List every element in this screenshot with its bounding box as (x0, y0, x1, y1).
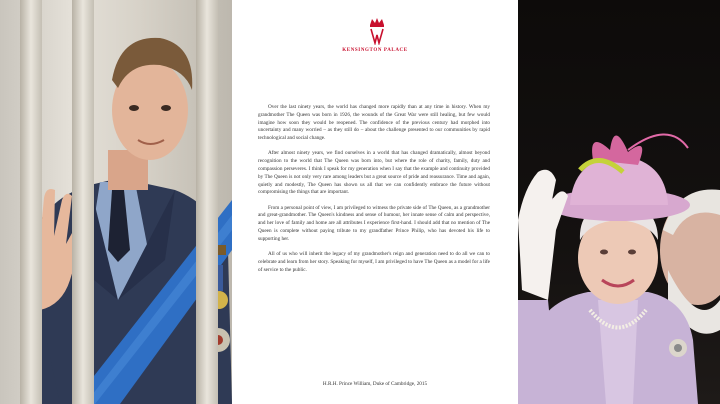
letterhead-kensington-palace: KENSINGTON PALACE (342, 48, 408, 53)
letter-signature: H.R.H. Prince William, Duke of Cambridge, 2015 (322, 381, 428, 387)
background-pillar (20, 0, 42, 404)
letter-body (258, 104, 490, 282)
letter-paragraph: From a personal point of view, I am privileged to witness the private side of The Queen, as a grandmother and great-grandmother. The Queen's kindness and sense of humour, her innate sense of calm and perspective, and her love of family and home are all attributes I experience first-hand. I should add that no mention of The Queen is complete without paying tribute to my grandfather Prince Philip, who has devoted his life to supporting her. (258, 204, 490, 242)
background-pillar (72, 0, 94, 404)
photo-the-queen (518, 0, 720, 404)
photo-prince-william (0, 0, 232, 404)
background-pillar (196, 0, 218, 404)
royal-cypher-crest-icon (367, 17, 387, 45)
letter-paragraph: After almost ninety years, we find ourselves in a world that has changed dramatically, almost beyond recognition to the world that The Queen was born into, but where the role of charity, family, duty and compassion perseveres. I think I speak for my generation when I say that the example and continuity provided by The Queen is not only very rare among leaders but a great source of pride and reassurance. Time and again, quietly and modestly, The Queen has shown us all that we can confidently embrace the future without compromising the things that are important. (258, 150, 490, 196)
letter-paragraph: All of us who will inherit the legacy of my grandmother's reign and generation need to do all we can to celebrate and learn from her story. Speaking for myself, I am privileged to have The Queen as a model for a life of service to the public. (258, 250, 490, 273)
letter-page (232, 0, 518, 404)
queen-figure (518, 0, 720, 404)
letter-paragraph: Over the last ninety years, the world has changed more rapidly than at any time in history. When my grandmother The Queen was born in 1926, the wounds of the Great War were still healing, but few would imagine how soon they would be reopened. The confidence of the previous century had morphed into uncertainty and many worried – as they still do – about the challenge presented to our communities by rapid technological and social change. (258, 104, 490, 142)
